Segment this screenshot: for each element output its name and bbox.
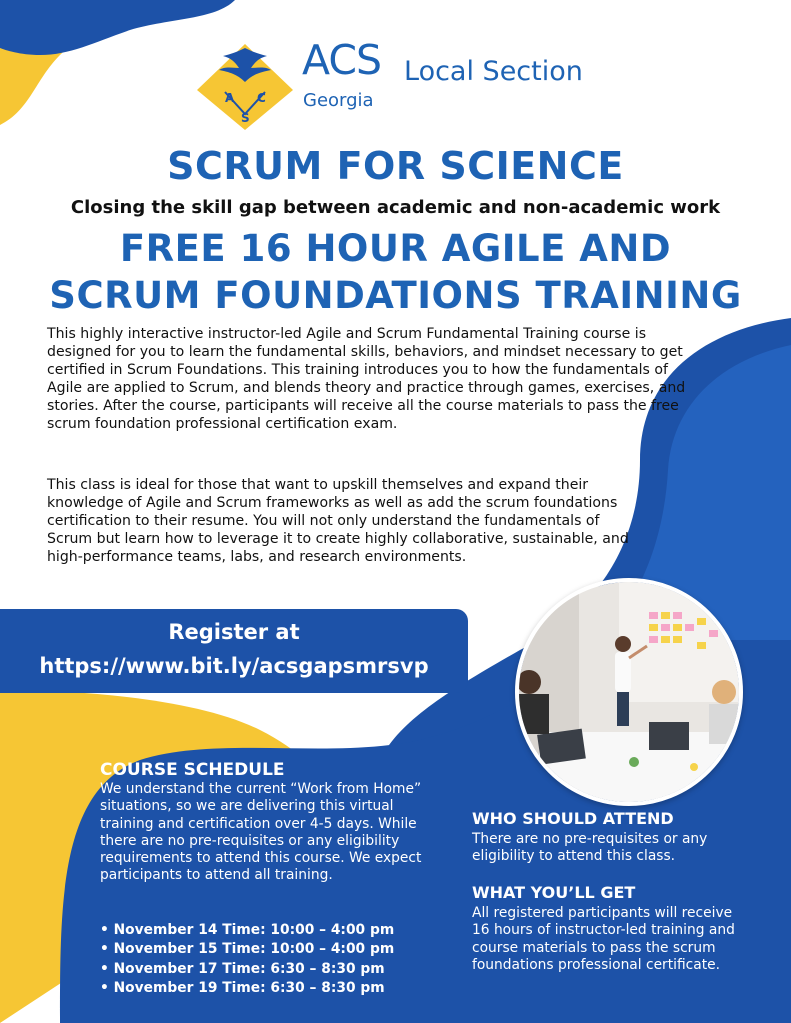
headline-line-1: FREE 16 HOUR AGILE AND bbox=[119, 227, 672, 270]
logo-georgia-text: Georgia bbox=[303, 90, 374, 111]
course-schedule-text: We understand the current “Work from Home” situations, so we are delivering this virtual training and certification over 4-5 days. While there are no pre-requisites or any eligibility requirements to attend this course. We expect participants to attend all training. bbox=[100, 781, 422, 884]
intro-paragraph-2: This class is ideal for those that want to upskill themselves and expand their knowledge of Agile and Scrum frameworks as well as add the scrum foundations certification to their resume. You will not only understand the fundamentals of Scrum but learn how to leverage it to create highly collaborative, sustainable, and high-performance teams, labs, and research environments. bbox=[47, 477, 629, 565]
acs-seal-logo bbox=[195, 42, 295, 132]
what-you-get-heading: WHAT YOU’LL GET bbox=[472, 883, 636, 902]
seal-letter-s: S bbox=[241, 111, 250, 125]
seal-letter-c: C bbox=[257, 91, 266, 105]
training-photo bbox=[515, 578, 743, 806]
page-title: SCRUM FOR SCIENCE bbox=[167, 144, 624, 188]
session-item: • November 15 Time: 10:00 – 4:00 pm bbox=[100, 941, 395, 958]
register-label: Register at bbox=[168, 620, 300, 644]
register-link[interactable]: https://www.bit.ly/acsgapsmrsvp bbox=[39, 654, 429, 678]
headline-line-2: SCRUM FOUNDATIONS TRAINING bbox=[49, 274, 742, 317]
who-should-attend-heading: WHO SHOULD ATTEND bbox=[472, 809, 674, 828]
training-photo-illustration bbox=[519, 582, 739, 802]
session-list bbox=[100, 921, 394, 998]
logo-acs-text: ACS bbox=[302, 36, 381, 84]
who-should-attend-text: There are no pre-requisites or any eligibility to attend this class. bbox=[472, 831, 708, 865]
session-item: • November 17 Time: 6:30 – 8:30 pm bbox=[100, 960, 385, 977]
session-item: • November 14 Time: 10:00 – 4:00 pm bbox=[100, 922, 395, 938]
session-item: • November 19 Time: 6:30 – 8:30 pm bbox=[100, 979, 385, 996]
logo-local-section-text: Local Section bbox=[404, 56, 583, 87]
page-subtitle: Closing the skill gap between academic and non-academic work bbox=[70, 197, 721, 218]
what-you-get-text: All registered participants will receive 16 hours of instructor-led training and course materials to pass the scrum foundations professional certificate. bbox=[472, 905, 735, 973]
course-schedule-heading: COURSE SCHEDULE bbox=[100, 760, 285, 780]
seal-letter-a: A bbox=[225, 91, 235, 105]
intro-paragraph-1: This highly interactive instructor-led Agile and Scrum Fundamental Training course is designed for you to learn the fundamental skills, behaviors, and mindset necessary to get certified in Scrum Foundations. This training introduces you to how the fundamentals of Agile are applied to Scrum, and blends theory and practice through games, exercises, and stories. After the course, participants will receive all the course materials to pass the free scrum foundation professional certification exam. bbox=[47, 326, 686, 432]
register-box bbox=[0, 609, 468, 693]
